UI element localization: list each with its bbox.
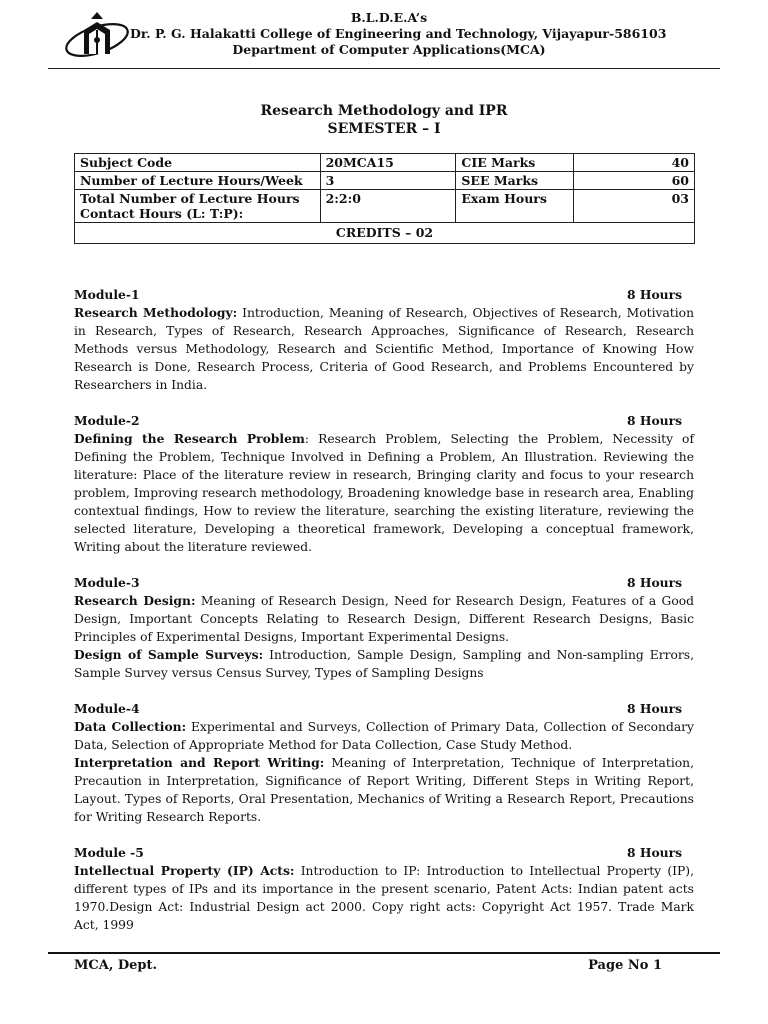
semester-label: SEMESTER – I (327, 121, 441, 137)
table-cell-value: 60 (574, 172, 695, 190)
module-body (74, 718, 694, 826)
table-cell-label (75, 190, 321, 223)
module-section (74, 700, 694, 826)
module-name: Module-4 (74, 701, 140, 716)
module-hours: 8 Hours (627, 845, 682, 860)
page-footer (74, 958, 662, 973)
module-paragraph (74, 754, 694, 826)
page-number: Page No 1 (588, 958, 662, 973)
module-hours: 8 Hours (627, 575, 682, 590)
module-paragraph (74, 646, 694, 682)
module-hours: 8 Hours (627, 701, 682, 716)
table-row (75, 223, 695, 244)
table-cell-label-line: Total Number of Lecture Hours (80, 191, 300, 206)
module-heading (74, 286, 694, 304)
module-body (74, 862, 694, 934)
table-cell-label: Number of Lecture Hours/Week (75, 172, 321, 190)
topic-title: Defining the Research Problem (74, 431, 305, 446)
table-cell-label: Exam Hours (456, 190, 574, 223)
table-row (75, 172, 695, 190)
org-name: B.L.D.E.A’s (350, 10, 428, 25)
table-cell-value: 03 (574, 190, 695, 223)
syllabus-content (74, 286, 694, 952)
topic-text: Introduction, Sample Design, Sampling and Non-sampling Errors, Sample Survey versus Census Survey, Types of Sampling Designs (74, 648, 694, 680)
module-paragraph (74, 304, 694, 394)
module-heading (74, 574, 694, 592)
module-body (74, 430, 694, 556)
module-section (74, 286, 694, 394)
footer-dept: MCA, Dept. (74, 958, 158, 973)
footer-divider (48, 952, 720, 954)
module-body (74, 592, 694, 682)
topic-text: Meaning of Interpretation, Technique of Interpretation, Precaution in Interpretation, Significance of Report Writing, Different Steps in Writing Report, Layout. Types of Reports, Oral Presentation, Mechanics of Writing a Research Report, Precautions for Writing Research Reports. (74, 756, 694, 824)
module-hours: 8 Hours (627, 413, 682, 428)
course-title: Research Methodology and IPR (260, 103, 508, 119)
table-cell-label: Subject Code (75, 154, 321, 172)
topic-title: Research Design: (74, 593, 196, 608)
credits-cell: CREDITS – 02 (75, 223, 695, 244)
table-row (75, 190, 695, 223)
module-paragraph (74, 862, 694, 934)
header-text (130, 10, 667, 58)
topic-title: Interpretation and Report Writing: (74, 755, 325, 770)
topic-title: Research Methodology: (74, 305, 238, 320)
module-name: Module -5 (74, 845, 144, 860)
module-section (74, 574, 694, 682)
header-divider (48, 68, 720, 69)
module-name: Module-3 (74, 575, 140, 590)
college-name: Dr. P. G. Halakatti College of Engineering and Technology, Vijayapur-586103 (130, 26, 667, 41)
module-paragraph (74, 592, 694, 646)
table-cell-label-line: Contact Hours (L: T:P): (80, 206, 244, 221)
page-header (0, 0, 768, 68)
topic-title: Design of Sample Surveys: (74, 647, 264, 662)
table-cell-value: 2:2:0 (320, 190, 456, 223)
module-heading (74, 412, 694, 430)
module-section (74, 412, 694, 556)
topic-text: Introduction, Meaning of Research, Objectives of Research, Motivation in Research, Types of Research, Research Approaches, Significance of Research, Research Methods versus Methodology, Research and Scientific Method, Importance of Knowing How Research is Done, Research Process, Criteria of Good Research, and Problems Encountered by Researchers in India. (74, 306, 694, 392)
topic-text: Introduction to IP: Introduction to Intellectual Property (IP), different types of IPs and its importance in the present scenario, Patent Acts: Indian patent acts 1970.Design Act: Industrial Design act 2000. Copy right acts: Copyright Act 1957. Trade Mark Act, 1999 (74, 864, 694, 932)
module-name: Module-2 (74, 413, 140, 428)
table-cell-label: SEE Marks (456, 172, 574, 190)
table-cell-value: 3 (320, 172, 456, 190)
module-hours: 8 Hours (627, 287, 682, 302)
module-name: Module-1 (74, 287, 140, 302)
module-heading (74, 844, 694, 862)
department-name: Department of Computer Applications(MCA) (232, 42, 546, 57)
topic-title: Data Collection: (74, 719, 187, 734)
subject-details-table (74, 153, 695, 244)
college-emblem-icon (62, 10, 132, 62)
module-section (74, 844, 694, 934)
module-paragraph (74, 430, 694, 556)
table-cell-label: CIE Marks (456, 154, 574, 172)
module-heading (74, 700, 694, 718)
topic-text: Experimental and Surveys, Collection of Primary Data, Collection of Secondary Data, Selection of Appropriate Method for Data Collection, Case Study Method. (74, 720, 694, 752)
table-cell-value: 20MCA15 (320, 154, 456, 172)
table-cell-value: 40 (574, 154, 695, 172)
module-body (74, 304, 694, 394)
course-title-block (0, 102, 768, 138)
topic-text: : Research Problem, Selecting the Problem, Necessity of Defining the Problem, Technique Involved in Defining a Problem, An Illustration. Reviewing the literature: Place of the literature review in research, Bringing clarity and focus to your research problem, Improving research methodology, Broadening knowledge base in research area, Enabling contextual findings, How to review the literature, searching the existing literature, reviewing the selected literature, Developing a theoretical framework, Developing a conceptual framework, Writing about the literature reviewed. (74, 432, 695, 554)
topic-text: Meaning of Research Design, Need for Research Design, Features of a Good Design, Important Concepts Relating to Research Design, Different Research Designs, Basic Principles of Experimental Designs, Important Experimental Designs. (74, 594, 695, 644)
table-row (75, 154, 695, 172)
module-paragraph (74, 718, 694, 754)
topic-title: Intellectual Property (IP) Acts: (74, 863, 295, 878)
